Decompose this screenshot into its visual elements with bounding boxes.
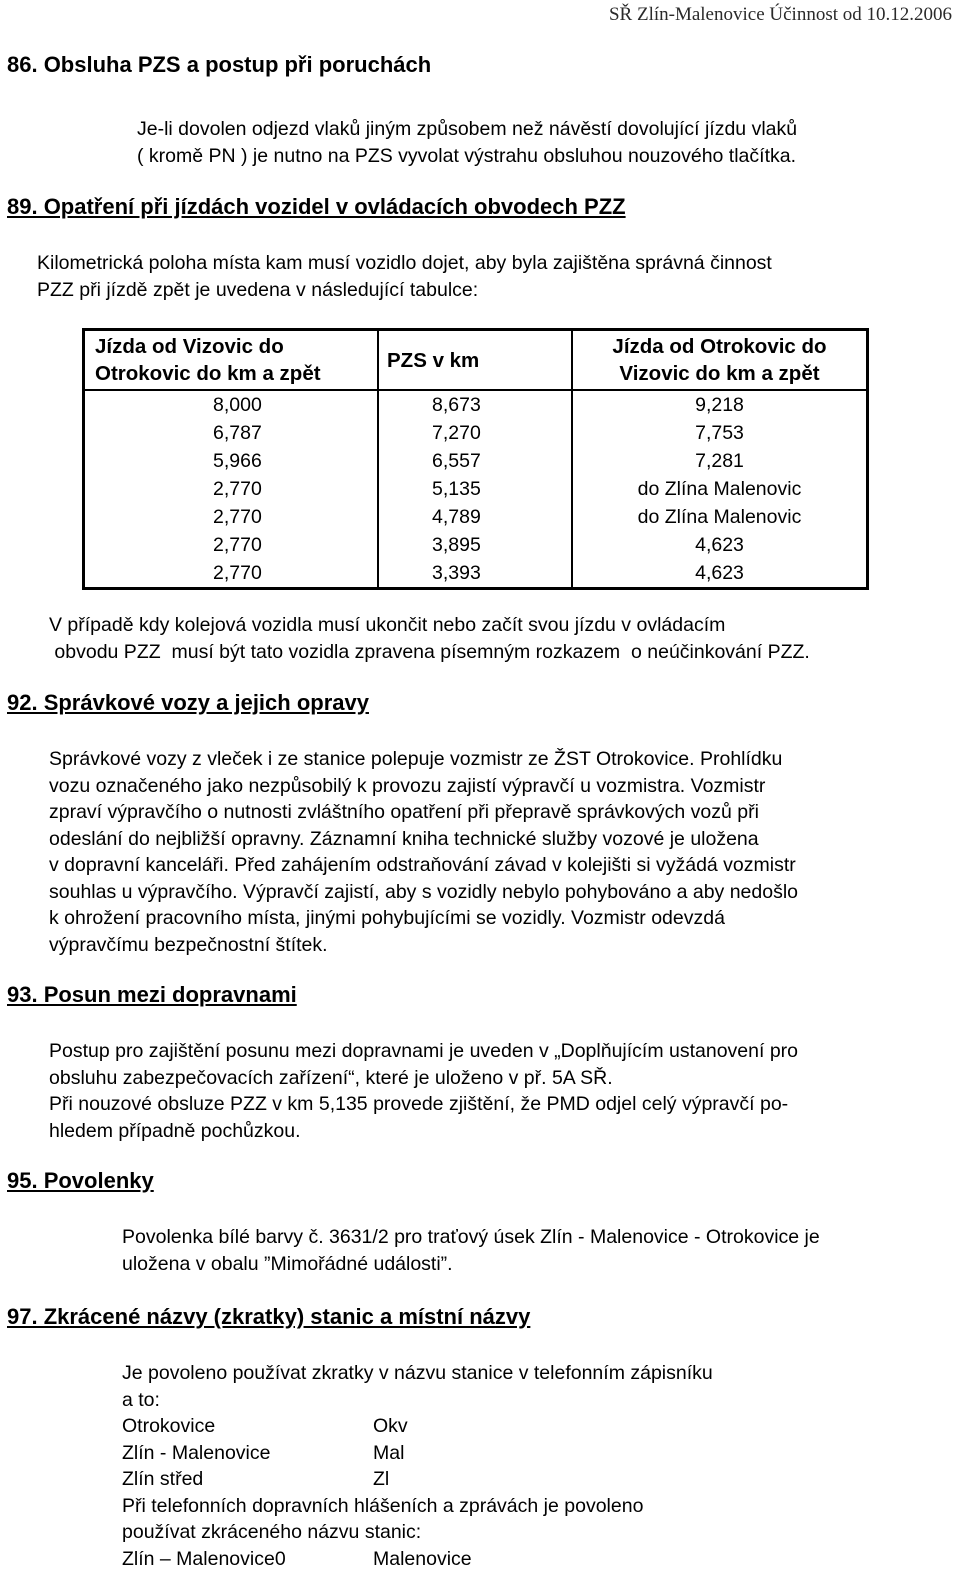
table-cell: 8,000 <box>84 390 379 419</box>
table-row <box>84 503 868 531</box>
table-cell: 3,895 <box>378 531 572 559</box>
abbreviation-row <box>122 1466 713 1493</box>
table-cell: 7,281 <box>695 450 744 472</box>
text-line: a to: <box>122 1388 160 1411</box>
text-line: Je-li dovolen odjezd vlaků jiným způsobem než návěstí dovolující jízdu vlaků <box>137 118 798 140</box>
abbreviation-row <box>122 1440 713 1467</box>
short-name-row <box>122 1546 713 1573</box>
abbreviation-row <box>122 1413 713 1440</box>
table-row <box>84 531 868 559</box>
document-header: SŘ Zlín-Malenovice Účinnost od 10.12.2006 <box>608 4 952 25</box>
km-table-header-col3 <box>572 330 868 391</box>
text-line: Při telefonních dopravních hlášeních a zprávách je povoleno <box>122 1494 644 1517</box>
text-line: k ohrožení pracovního místa, jinými pohybujícími se vozidly. Vozmistr odevzdá <box>49 907 725 929</box>
station-short-name: Malenovice <box>373 1547 472 1570</box>
table-cell: 4,789 <box>378 503 572 531</box>
table-cell: do Zlína Malenovic <box>637 478 802 500</box>
section-93-title: 93. Posun mezi dopravnami <box>7 982 297 1007</box>
table-cell: 2,770 <box>84 475 379 503</box>
text-line: Povolenka bílé barvy č. 3631/2 pro traťový úsek Zlín - Malenovice - Otrokovice je <box>122 1226 820 1248</box>
table-row <box>84 390 868 419</box>
table-cell: 5,966 <box>84 447 379 475</box>
km-table-header-col2: PZS v km <box>378 330 572 391</box>
text-line: Kilometrická poloha místa kam musí vozidlo dojet, aby byla zajištěna správná činnost <box>37 252 772 274</box>
km-table <box>82 328 869 590</box>
station-name: Zlín - Malenovice <box>122 1441 271 1464</box>
text-line: V případě kdy kolejová vozidla musí ukončit nebo začít svou jízdu v ovládacím <box>49 614 726 636</box>
text-line: obsluhu zabezpečovacích zařízení“, které je uloženo v př. 5A SŘ. <box>49 1066 613 1089</box>
text-line: hledem případně pochůzkou. <box>49 1119 301 1142</box>
text-line: používat zkráceného názvu stanic: <box>122 1521 422 1543</box>
header-text: Otrokovic do km a zpět <box>95 362 321 385</box>
table-cell: 7,753 <box>695 422 744 444</box>
table-cell: 6,557 <box>378 447 572 475</box>
station-abbreviation: Zl <box>373 1468 390 1490</box>
section-86-body <box>137 116 797 169</box>
station-name: Otrokovice <box>122 1415 216 1437</box>
station-abbreviation: Mal <box>373 1441 405 1464</box>
section-86-title: 86. Obsluha PZS a postup při poruchách <box>7 52 432 77</box>
header-text: Vizovic do km a zpět <box>619 362 820 385</box>
table-cell: 7,270 <box>378 419 572 447</box>
section-97-body <box>122 1360 713 1572</box>
section-92-body <box>49 746 798 958</box>
km-table-header-col1 <box>84 330 379 391</box>
header-text: Jízda od Vizovic do <box>95 335 284 358</box>
text-line: Správkové vozy z vleček i ze stanice polepuje vozmistr ze ŽST Otrokovice. Prohlídku <box>49 748 783 770</box>
table-row <box>84 559 868 589</box>
section-92-title: 92. Správkové vozy a jejich opravy <box>7 690 369 715</box>
table-cell: 8,673 <box>378 390 572 419</box>
section-89-after <box>49 612 810 665</box>
text-line: uložena v obalu ”Mimořádné události”. <box>122 1252 453 1275</box>
table-row <box>84 475 868 503</box>
text-line: ( kromě PN ) je nutno na PZS vyvolat výstrahu obsluhou nouzového tlačítka. <box>137 144 797 167</box>
text-line: výpravčímu bezpečnostní štítek. <box>49 933 328 956</box>
header-text: Jízda od Otrokovic do <box>612 335 827 358</box>
text-line: odeslání do nejbližší opravny. Záznamní kniha technické služby vozové je uložena <box>49 827 759 850</box>
text-line: PZZ při jízdě zpět je uvedena v následující tabulce: <box>37 278 479 301</box>
text-line: zpraví výpravčího o nutnosti zvláštního opatření při přepravě správkových vozů při <box>49 801 759 823</box>
table-row <box>84 419 868 447</box>
table-cell: 9,218 <box>695 394 744 416</box>
table-cell: 6,787 <box>84 419 379 447</box>
section-93-body <box>49 1038 798 1144</box>
text-line: v dopravní kanceláři. Před zahájením odstraňování závad v kolejišti si vyžádá vozmistr <box>49 854 796 876</box>
table-cell: 5,135 <box>378 475 572 503</box>
text-line: souhlas u výpravčího. Výpravčí zajistí, aby s vozidly nebylo pohybováno a aby nedošlo <box>49 880 799 903</box>
table-cell: 2,770 <box>84 559 379 589</box>
station-name: Zlín – Malenovice0 <box>122 1547 286 1570</box>
table-cell: 2,770 <box>84 531 379 559</box>
text-line: obvodu PZZ musí být tato vozidla zpravena písemným rozkazem o neúčinkování PZZ. <box>49 640 810 663</box>
text-line: Při nouzové obsluze PZZ v km 5,135 provede zjištění, že PMD odjel celý výpravčí po- <box>49 1093 789 1115</box>
table-cell: 2,770 <box>84 503 379 531</box>
table-cell: 3,393 <box>378 559 572 589</box>
section-89-title: 89. Opatření při jízdách vozidel v ovládacích obvodech PZZ <box>7 194 626 219</box>
station-abbreviation: Okv <box>373 1415 408 1437</box>
text-line: Je povoleno používat zkratky v názvu stanice v telefonním zápisníku <box>122 1362 713 1384</box>
table-cell: 4,623 <box>695 534 744 556</box>
km-table-header-row <box>84 330 868 391</box>
section-89-body <box>37 250 772 303</box>
section-97-title: 97. Zkrácené názvy (zkratky) stanic a místní názvy <box>7 1304 531 1329</box>
section-95-body <box>122 1224 820 1277</box>
table-cell: do Zlína Malenovic <box>637 506 802 528</box>
table-cell: 4,623 <box>695 562 744 584</box>
table-row <box>84 447 868 475</box>
text-line: Postup pro zajištění posunu mezi dopravnami je uveden v „Doplňujícím ustanovení pro <box>49 1040 798 1062</box>
section-95-title: 95. Povolenky <box>7 1168 154 1193</box>
text-line: vozu označeného jako nezpůsobilý k provozu zajistí výpravčí u vozmistra. Vozmistr <box>49 774 766 797</box>
station-name: Zlín střed <box>122 1468 204 1490</box>
